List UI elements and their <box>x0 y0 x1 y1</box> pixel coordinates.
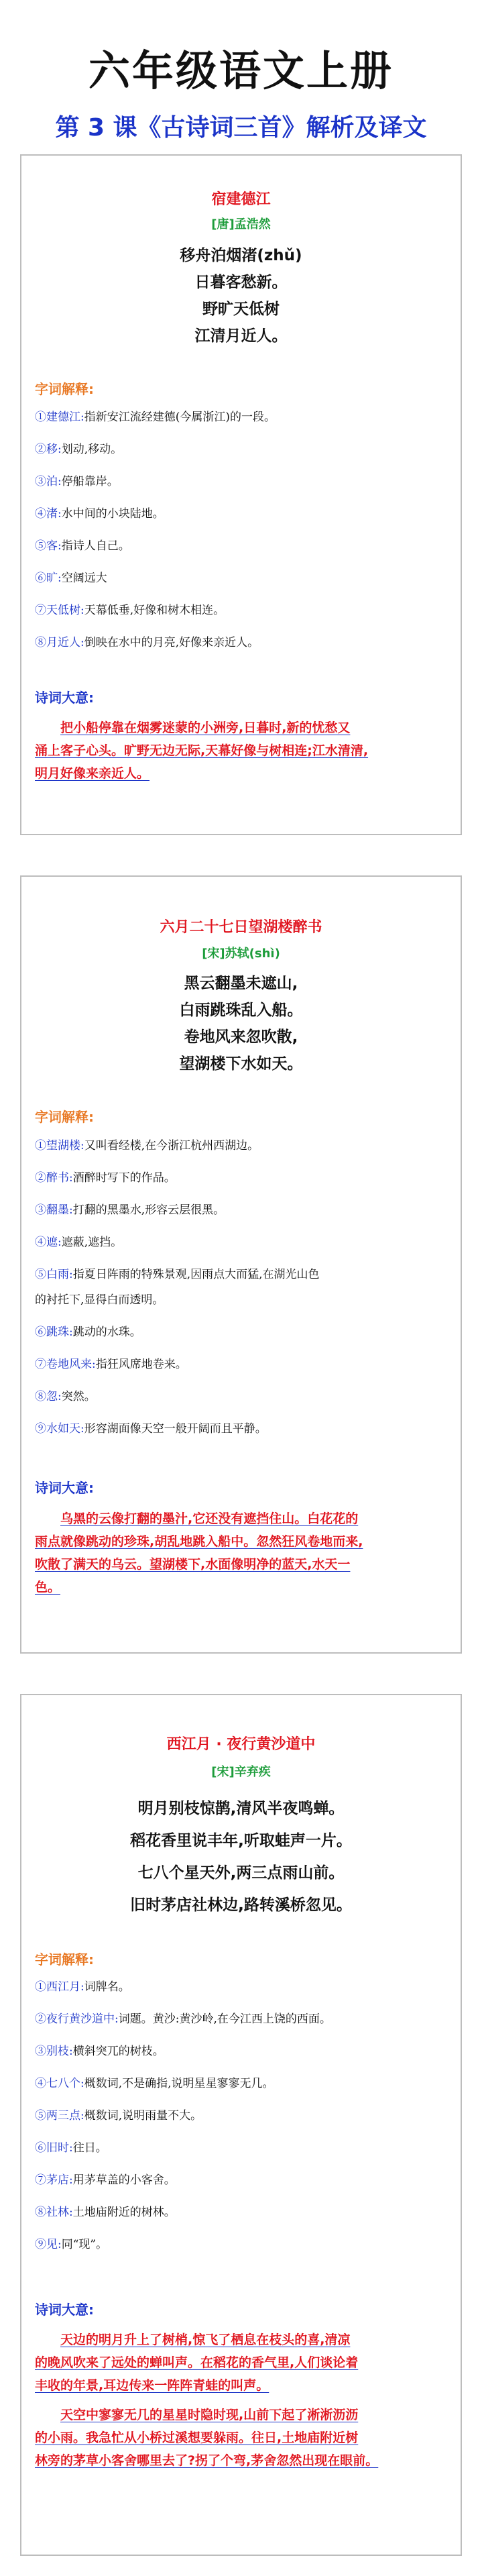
page-title: 六年级语文上册 <box>88 46 394 95</box>
translation-line: 天边的明月升上了树梢,惊飞了栖息在枝头的喜,清凉 <box>60 2332 351 2347</box>
gloss-item: ③翻墨:打翻的黑墨水,形容云层很黑。 <box>35 1203 225 1217</box>
gloss-item: ⑦茅店:用茅草盖的小客舍。 <box>35 2174 176 2187</box>
translation-label: 诗词大意: <box>35 1480 94 1496</box>
gloss-item: ④遮:遮蔽,遮挡。 <box>35 1236 123 1249</box>
translation-line: 林旁的茅草小客舍哪里去了?拐了个弯,茅舍忽然出现在眼前。 <box>35 2453 379 2468</box>
poem-title: 六月二十七日望湖楼醉书 <box>160 919 322 936</box>
gloss-item: ⑦卷地风来:指狂风席地卷来。 <box>35 1358 187 1371</box>
gloss-item: ④七八个:概数词,不是确指,说明星星寥寥无几。 <box>35 2077 274 2090</box>
gloss-item: ⑥旷:空阔远大 <box>35 572 107 585</box>
poem-author: [宋]苏轼(shì) <box>202 947 280 961</box>
poem-card-2 <box>20 875 462 1654</box>
gloss-item: ⑤客:指诗人自己。 <box>35 539 130 553</box>
gloss-list <box>35 1136 448 1439</box>
translation-line: 明月好像来亲近人。 <box>35 766 150 781</box>
gloss-item-continued: 的衬托下,显得白而透明。 <box>35 1293 164 1307</box>
poem-line: 稻花香里说丰年,听取蛙声一片。 <box>130 1832 352 1849</box>
poem-line: 七八个星天外,两三点雨山前。 <box>137 1864 345 1882</box>
gloss-item: ②醉书:酒醉时写下的作品。 <box>35 1171 176 1185</box>
poem-line: 江清月近人。 <box>194 327 288 345</box>
gloss-list <box>35 1977 448 2255</box>
gloss-item: ②夜行黄沙道中:词题。黄沙:黄沙岭,在今江西上饶的西面。 <box>35 2012 331 2026</box>
poem-line: 望湖楼下水如天。 <box>179 1055 303 1073</box>
gloss-label: 字词解释: <box>35 381 94 397</box>
translation-line: 天空中寥寥无几的星星时隐时现,山前下起了淅淅沥沥 <box>60 2408 359 2422</box>
gloss-item: ⑨水如天:形容湖面像天空一般开阔而且平静。 <box>35 1422 267 1436</box>
poem-line: 旧时茅店社林边,路转溪桥忽见。 <box>130 1896 352 1914</box>
translation-text <box>35 1507 448 1599</box>
poem-title: 宿建德江 <box>211 191 271 208</box>
gloss-item: ③泊:停船靠岸。 <box>35 475 119 488</box>
gloss-item: ⑤白雨:指夏日阵雨的特殊景观,因雨点大而猛,在湖光山色 <box>35 1268 320 1281</box>
translation-line: 涌上客子心头。旷野无边无际,天幕好像与树相连;江水清清, <box>35 743 369 758</box>
poem-line: 日暮客愁新。 <box>194 274 288 291</box>
poem-line: 白雨跳珠乱入船。 <box>179 1002 303 1019</box>
poem-line: 野旷天低树 <box>202 301 280 318</box>
lesson-subtitle: 第 3 课《古诗词三首》解析及译文 <box>55 114 427 142</box>
translation-line: 的晚风吹来了远处的蝉叫声。在稻花的香气里,人们谈论着 <box>35 2355 359 2370</box>
translation-line: 吹散了满天的乌云。望湖楼下,水面像明净的蓝天,水天一 <box>35 1557 351 1572</box>
gloss-list <box>35 407 448 653</box>
gloss-label: 字词解释: <box>35 1109 94 1125</box>
gloss-item: ①建德江:指新安江流经建德(今属浙江)的一段。 <box>35 411 276 424</box>
gloss-item: ⑥旧时:往日。 <box>35 2141 107 2155</box>
poem-card-1 <box>20 154 462 835</box>
poem-author: [唐]孟浩然 <box>211 217 271 231</box>
page-header <box>0 0 482 154</box>
gloss-item: ②移:划动,移动。 <box>35 443 123 456</box>
gloss-item: ③别枝:横斜突兀的树枝。 <box>35 2045 164 2058</box>
poem-title: 西江月 · 夜行黄沙道中 <box>166 1736 316 1753</box>
translation-label: 诗词大意: <box>35 2302 94 2318</box>
translation-line: 的小雨。我急忙从小桥过溪想要躲雨。往日,土地庙附近树 <box>35 2430 359 2445</box>
translation-line: 丰收的年景,耳边传来一阵阵青蛙的叫声。 <box>35 2378 269 2393</box>
gloss-item: ④渚:水中间的小块陆地。 <box>35 507 164 521</box>
gloss-item: ①望湖楼:又叫看经楼,在今浙江杭州西湖边。 <box>35 1139 259 1152</box>
poem-line: 明月别枝惊鹊,清风半夜鸣蝉。 <box>137 1800 345 1817</box>
poem-author: [宋]辛弃疾 <box>211 1765 271 1779</box>
poem-line: 卷地风来忽吹散, <box>184 1028 298 1046</box>
translation-line: 乌黑的云像打翻的墨汁,它还没有遮挡住山。白花花的 <box>60 1511 359 1526</box>
translation-line: 色。 <box>35 1580 61 1595</box>
gloss-item: ①西江月:词牌名。 <box>35 1980 130 1994</box>
gloss-item: ⑤两三点:概数词,说明雨量不大。 <box>35 2109 202 2123</box>
gloss-item: ⑧社林:土地庙附近的树林。 <box>35 2206 176 2219</box>
gloss-label: 字词解释: <box>35 1951 94 1968</box>
gloss-item: ⑥跳珠:跳动的水珠。 <box>35 1326 141 1339</box>
poem-line: 黑云翻墨未遮山, <box>184 975 298 992</box>
gloss-item: ⑦天低树:天幕低垂,好像和树木相连。 <box>35 604 225 617</box>
gloss-item: ⑧月近人:倒映在水中的月亮,好像来亲近人。 <box>35 636 259 649</box>
poem-card-3 <box>20 1694 462 2556</box>
translation-text <box>35 716 448 785</box>
translation-line: 把小船停靠在烟雾迷蒙的小洲旁,日暮时,新的忧愁又 <box>60 720 351 735</box>
gloss-item: ⑨见:同“现”。 <box>35 2238 108 2251</box>
translation-label: 诗词大意: <box>35 690 94 706</box>
gloss-item: ⑧忽:突然。 <box>35 1390 96 1403</box>
translation-text <box>35 2328 448 2472</box>
poem-line: 移舟泊烟渚(zhǔ) <box>180 247 302 264</box>
translation-line: 雨点就像跳动的珍珠,胡乱地跳入船中。忽然狂风卷地而来, <box>35 1534 363 1549</box>
